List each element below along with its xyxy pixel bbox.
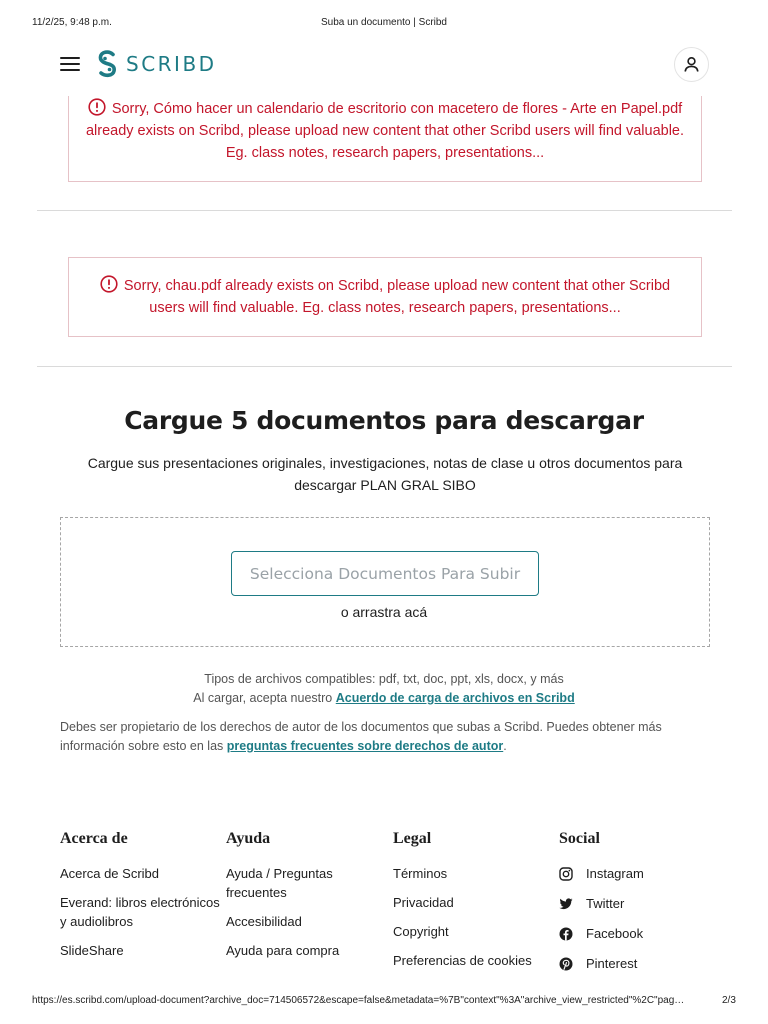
user-icon: [683, 56, 700, 73]
top-navigation-bar: [0, 46, 768, 86]
copyright-notice: [60, 718, 720, 756]
social-label: Facebook: [586, 926, 644, 941]
copyright-text: Debes ser propietario de los derechos de autor de los documentos que subas a Scribd. Puedes obtener más información sobre esto en las: [60, 720, 662, 753]
footer-link-slideshare[interactable]: SlideShare: [60, 943, 124, 958]
file-types-info: [0, 670, 768, 708]
copyright-suffix: .: [503, 739, 507, 753]
instagram-icon: [559, 867, 573, 881]
error-message-box: [68, 257, 702, 337]
footer-link-privacy[interactable]: Privacidad: [393, 895, 454, 910]
footer-link-about-scribd[interactable]: Acerca de Scribd: [60, 866, 159, 881]
section-divider: [37, 210, 732, 211]
footer-link-purchase-help[interactable]: Ayuda para compra: [226, 943, 340, 958]
footer-legal-column: [393, 830, 543, 980]
section-divider: [37, 366, 732, 367]
alert-circle-icon: [88, 98, 106, 116]
footer-link-everand[interactable]: Everand: libros electrónicos y audiolibros: [60, 895, 220, 929]
print-datetime: 11/2/25, 9:48 p.m.: [32, 17, 112, 28]
facebook-icon: [559, 927, 573, 941]
footer-link-cookie-preferences[interactable]: Preferencias de cookies: [393, 953, 532, 968]
user-account-button[interactable]: [674, 47, 709, 82]
twitter-icon: [559, 897, 573, 911]
print-header: [0, 17, 768, 31]
social-label: Twitter: [586, 896, 625, 911]
footer-about-column: [60, 830, 220, 970]
social-label: Pinterest: [586, 956, 638, 971]
print-page-title: Suba un documento | Scribd: [320, 17, 447, 28]
footer-heading: Acerca de: [60, 830, 128, 847]
file-types-text: Tipos de archivos compatibles: pdf, txt, doc, ppt, xls, docx, y más: [204, 672, 564, 686]
social-label: Instagram: [586, 866, 644, 881]
footer-link-help-faq[interactable]: Ayuda / Preguntas frecuentes: [226, 866, 333, 900]
footer-link-copyright[interactable]: Copyright: [393, 924, 449, 939]
social-link-instagram[interactable]: [559, 864, 709, 883]
social-link-twitter[interactable]: [559, 894, 709, 913]
drag-hint: o arrastra acá: [340, 604, 428, 620]
footer-link-terms[interactable]: Términos: [393, 866, 448, 881]
pinterest-icon: [559, 957, 573, 971]
upload-agreement-link[interactable]: Acuerdo de carga de archivos en Scribd: [335, 691, 575, 705]
select-documents-button[interactable]: Selecciona Documentos Para Subir: [231, 551, 539, 596]
hamburger-icon[interactable]: [60, 57, 80, 72]
error-message-box: [68, 96, 702, 182]
footer-heading: Ayuda: [226, 830, 271, 847]
upload-description: Cargue sus presentaciones originales, investigaciones, notas de clase u otros documentos para descargar PLAN GRAL SIBO: [87, 455, 683, 493]
error-text: Sorry, Cómo hacer un calendario de escritorio con macetero de flores - Arte en Papel.pdf already exists on Scribd, please upload new content that other Scribd users will find valuable. Eg. class notes, research papers, presentations...: [85, 101, 685, 161]
upload-title: Cargue 5 documentos para descargar: [124, 406, 644, 435]
scribd-logo[interactable]: [96, 50, 217, 78]
alert-circle-icon: [100, 275, 118, 293]
error-text: Sorry, chau.pdf already exists on Scribd, please upload new content that other Scribd users will find valuable. Eg. class notes, research papers, presentations...: [123, 278, 671, 316]
print-page-number: 2/3: [722, 995, 736, 1006]
footer-heading: Legal: [393, 830, 432, 847]
footer-help-column: [226, 830, 376, 970]
copyright-faq-link[interactable]: preguntas frecuentes sobre derechos de autor: [226, 739, 504, 753]
agreement-prefix: Al cargar, acepta nuestro: [193, 691, 333, 705]
social-link-pinterest[interactable]: [559, 954, 709, 973]
scribd-logo-icon: [96, 50, 118, 78]
footer-social-column: [559, 830, 709, 984]
social-link-facebook[interactable]: [559, 924, 709, 943]
print-url: https://es.scribd.com/upload-document?archive_doc=714506572&escape=false&metadata=%7B"context"%3A"archive_view_restricted"%2C"pag…: [32, 995, 685, 1006]
print-footer: [0, 995, 768, 1009]
brand-name: SCRIBD: [126, 52, 217, 76]
agreement-line: [0, 689, 768, 708]
footer-heading: Social: [559, 830, 600, 847]
footer-link-accessibility[interactable]: Accesibilidad: [226, 914, 302, 929]
